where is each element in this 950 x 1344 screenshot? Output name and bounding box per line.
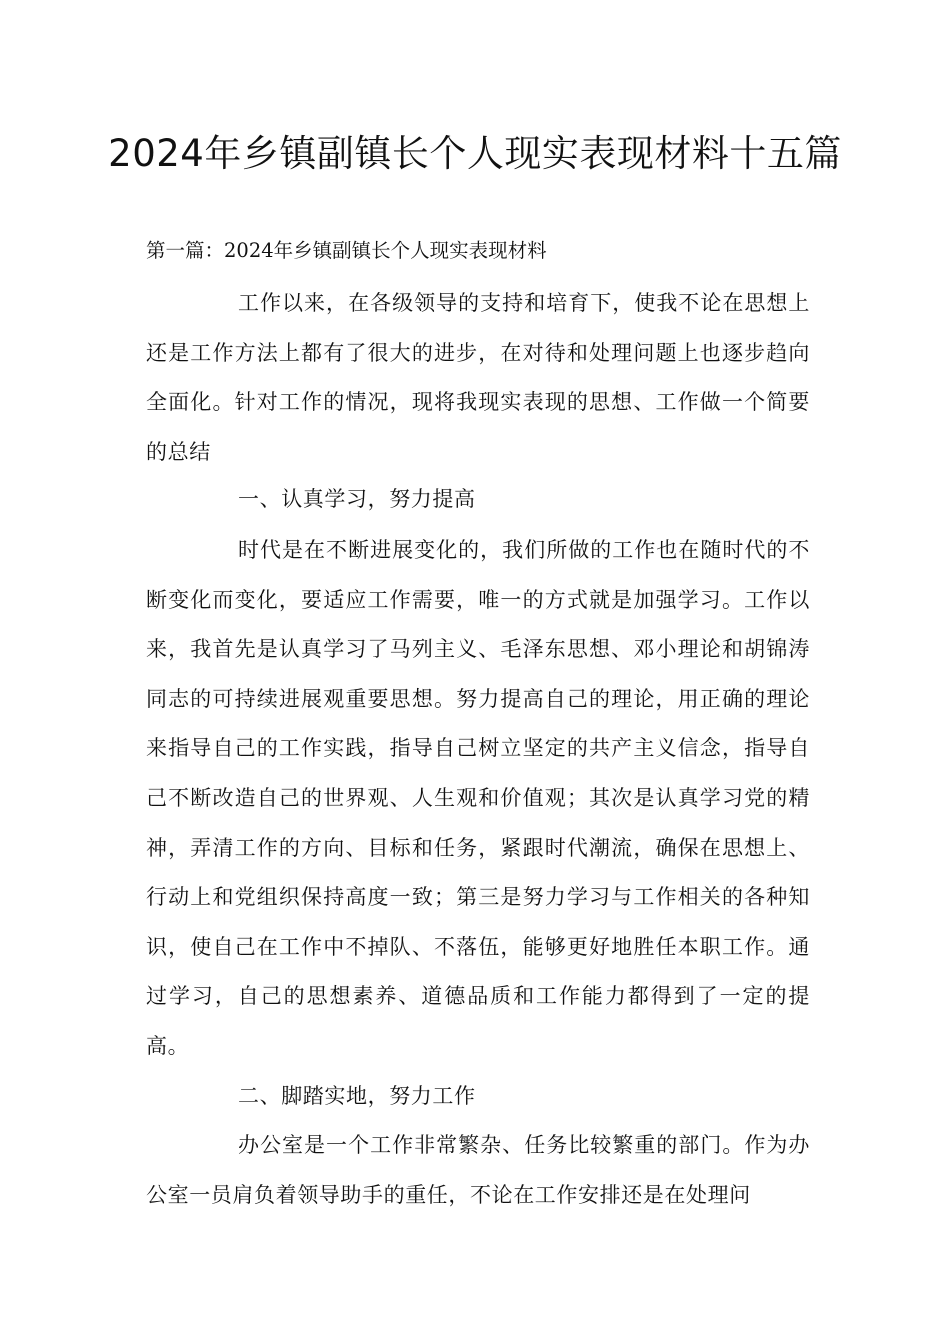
document-title: 2024年乡镇副镇长个人现实表现材料十五篇	[108, 132, 842, 175]
section-heading-2: 二、脚踏实地，努力工作	[238, 1084, 476, 1108]
section-1-paragraph: 时代是在不断进展变化的，我们所做的工作也在随时代的不断变化而变化，要适应工作需要，唯一的方式就是加强学习。工作以来，我首先是认真学习了马列主义、毛泽东思想、邓小理论和胡锦涛同志的可持续进展观重要思想。努力提高自己的理论，用正确的理论来指导自己的工作实践，指导自己树立坚定的共产主义信念，指导自己不断改造自己的世界观、人生观和价值观；其次是认真学习党的精神，弄清工作的方向、目标和任务，紧跟时代潮流，确保在思想上、行动上和党组织保持高度一致；第三是努力学习与工作相关的各种知识，使自己在工作中不掉队、不落伍，能够更好地胜任本职工作。通过学习，自己的思想素养、道德品质和工作能力都得到了一定的提高。	[146, 538, 810, 1058]
intro-paragraph: 工作以来，在各级领导的支持和培育下，使我不论在思想上还是工作方法上都有了很大的进步，在对待和处理问题上也逐步趋向全面化。针对工作的情况，现将我现实表现的思想、工作做一个简要的总结	[146, 291, 810, 464]
section-2-paragraph: 办公室是一个工作非常繁杂、任务比较繁重的部门。作为办公室一员肩负着领导助手的重任，不论在工作安排还是在处理问	[146, 1133, 810, 1207]
section-heading-1: 一、认真学习，努力提高	[238, 487, 476, 511]
chapter-label: 第一篇：2024年乡镇副镇长个人现实表现材料	[146, 239, 547, 262]
